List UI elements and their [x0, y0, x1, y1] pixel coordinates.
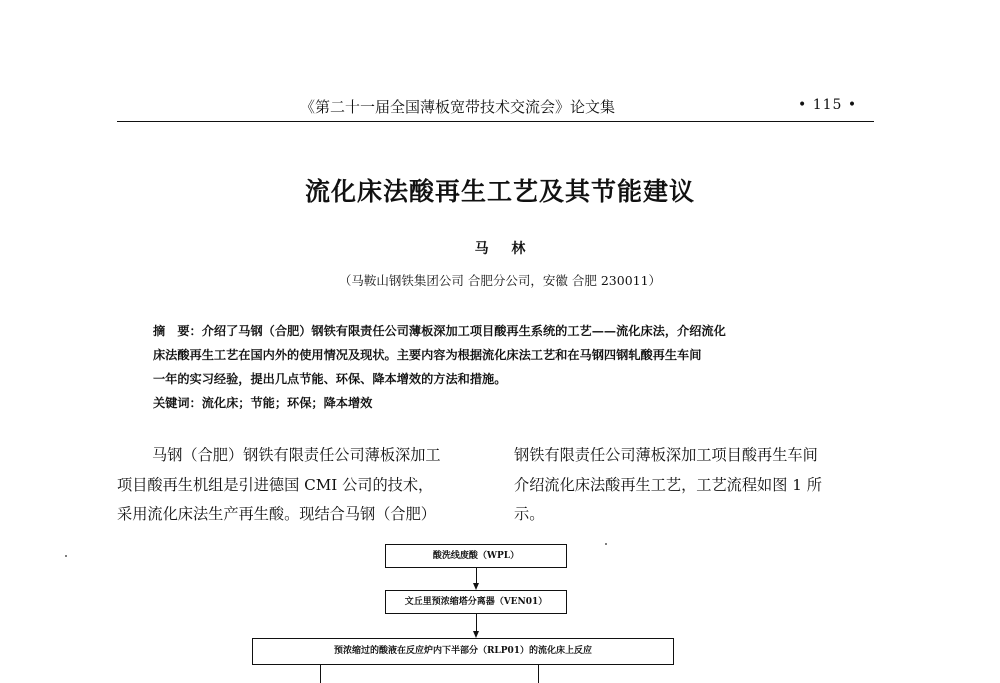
abstract-line: 摘 要：介绍了马钢（合肥）钢铁有限责任公司薄板深加工项目酸再生系统的工艺——流化床法，介绍流化: [153, 324, 726, 338]
body-right-line: 介绍流化床法酸再生工艺，工艺流程如图 1 所: [514, 476, 822, 494]
body-right-line: 钢铁有限责任公司薄板深加工项目酸再生车间: [514, 446, 818, 464]
body-left-line: 马钢（合肥）钢铁有限责任公司薄板深加工: [152, 446, 441, 464]
flowchart-step-waste-acid: 酸洗线废酸（WPL）: [385, 544, 567, 568]
flow-connector: [476, 614, 477, 631]
author: 马 林: [474, 241, 526, 257]
abstract-line: 一年的实习经验，提出几点节能、环保、降本增效的方法和措施。: [153, 372, 507, 386]
flow-connector: [538, 665, 539, 683]
body-left-line: 项目酸再生机组是引进德国 CMI 公司的技术，: [117, 476, 434, 494]
scan-speck: [605, 543, 607, 545]
flow-arrowhead: [473, 631, 479, 638]
running-header-title: 《第二十一届全国薄板宽带技术交流会》论文集: [300, 98, 616, 116]
body-left-line: 采用流化床法生产再生酸。现结合马钢（合肥）: [117, 505, 436, 523]
flowchart-step-reactor: 预浓缩过的酸液在反应炉内下半部分（RLP01）的流化床上反应: [252, 638, 674, 665]
flow-arrowhead: [473, 583, 479, 590]
keywords: 关键词：流化床；节能；环保；降本增效: [153, 396, 373, 410]
scan-speck: [65, 555, 67, 557]
flow-connector: [320, 665, 321, 683]
flowchart-step-venturi: 文丘里预浓缩塔分离器（VEN01）: [385, 590, 567, 614]
page-number: • 115 •: [798, 97, 858, 113]
header-rule: [117, 121, 874, 122]
body-right-line: 示。: [514, 505, 545, 523]
flow-connector: [476, 568, 477, 583]
abstract-line: 床法酸再生工艺在国内外的使用情况及现状。主要内容为根据流化床法工艺和在马钢四钢轧酸再生车间: [153, 348, 702, 362]
paper-title: 流化床法酸再生工艺及其节能建议: [304, 177, 695, 206]
affiliation: （马鞍山钢铁集团公司 合肥分公司，安徽 合肥 230011）: [338, 273, 662, 288]
